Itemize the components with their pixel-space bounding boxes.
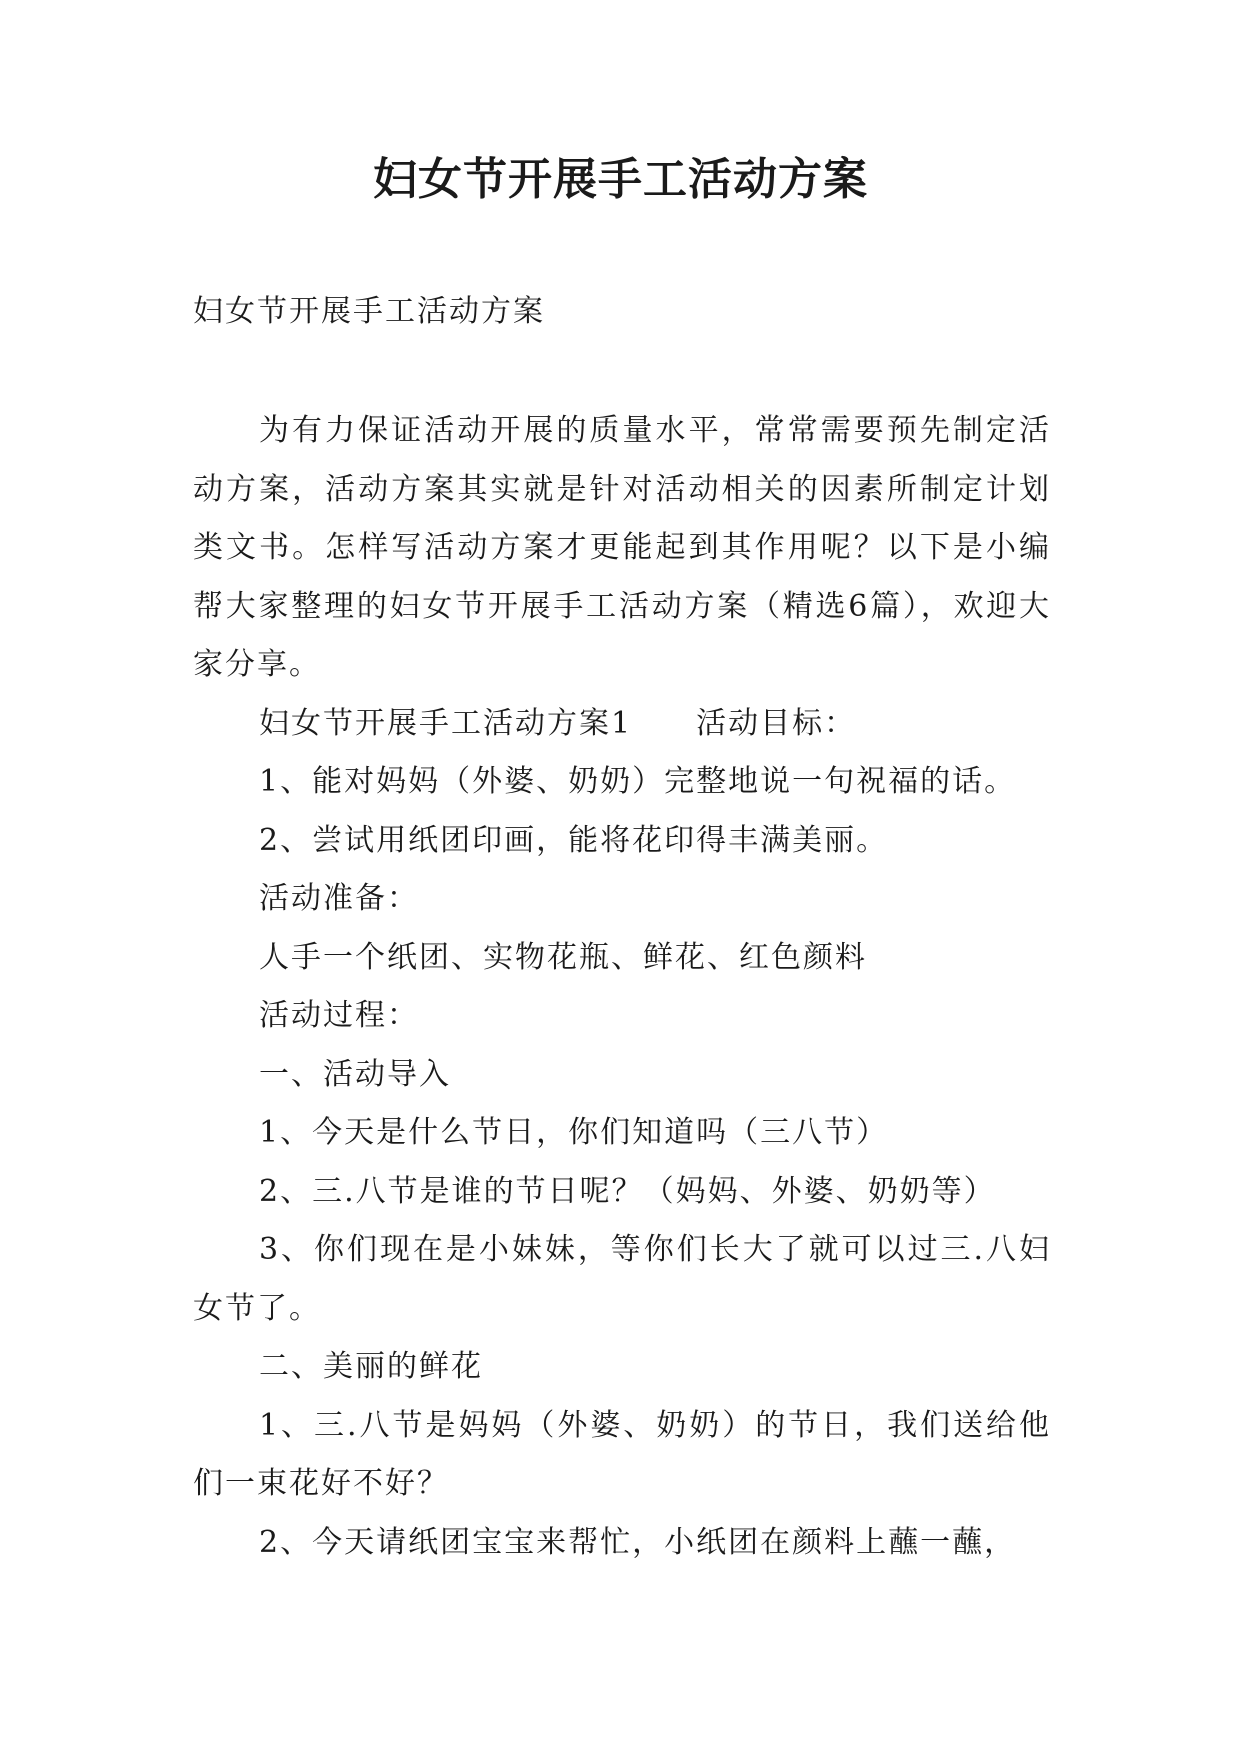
section-2-item-1: 1、三.八节是妈妈（外婆、奶奶）的节日，我们送给他们一束花好不好？ xyxy=(193,1407,1051,1501)
document-title: 妇女节开展手工活动方案 xyxy=(373,154,868,205)
preparation-heading: 活动准备： xyxy=(259,881,419,916)
section-1-item-1: 1、今天是什么节日，你们知道吗（三八节） xyxy=(259,1115,889,1150)
document-body xyxy=(193,402,1051,1572)
section-1-item-2: 2、三.八节是谁的节日呢？（妈妈、外婆、奶奶等） xyxy=(259,1173,996,1209)
document-subtitle: 妇女节开展手工活动方案 xyxy=(193,294,545,329)
section-1-item-3: 3、你们现在是小妹妹，等你们长大了就可以过三.八妇女节了。 xyxy=(193,1232,1051,1326)
section-1-heading: 一、活动导入 xyxy=(259,1056,451,1092)
plan-1-heading: 妇女节开展手工活动方案1 活动目标： xyxy=(259,705,857,741)
preparation-text: 人手一个纸团、实物花瓶、鲜花、红色颜料 xyxy=(259,939,867,975)
section-2-item-2: 2、今天请纸团宝宝来帮忙，小纸团在颜料上蘸一蘸， xyxy=(259,1524,1017,1560)
intro-paragraph: 为有力保证活动开展的质量水平，常常需要预先制定活动方案，活动方案其实就是针对活动相关的因素所制定计划类文书。怎样写活动方案才更能起到其作用呢？以下是小编帮大家整理的妇女节开展手工活动方案（精选6篇），欢迎大家分享。 xyxy=(193,413,1051,682)
section-2-heading: 二、美丽的鲜花 xyxy=(259,1349,483,1384)
goal-item-2: 2、尝试用纸团印画，能将花印得丰满美丽。 xyxy=(259,822,889,858)
process-heading: 活动过程： xyxy=(259,998,419,1033)
goal-item-1: 1、能对妈妈（外婆、奶奶）完整地说一句祝福的话。 xyxy=(259,764,1017,799)
